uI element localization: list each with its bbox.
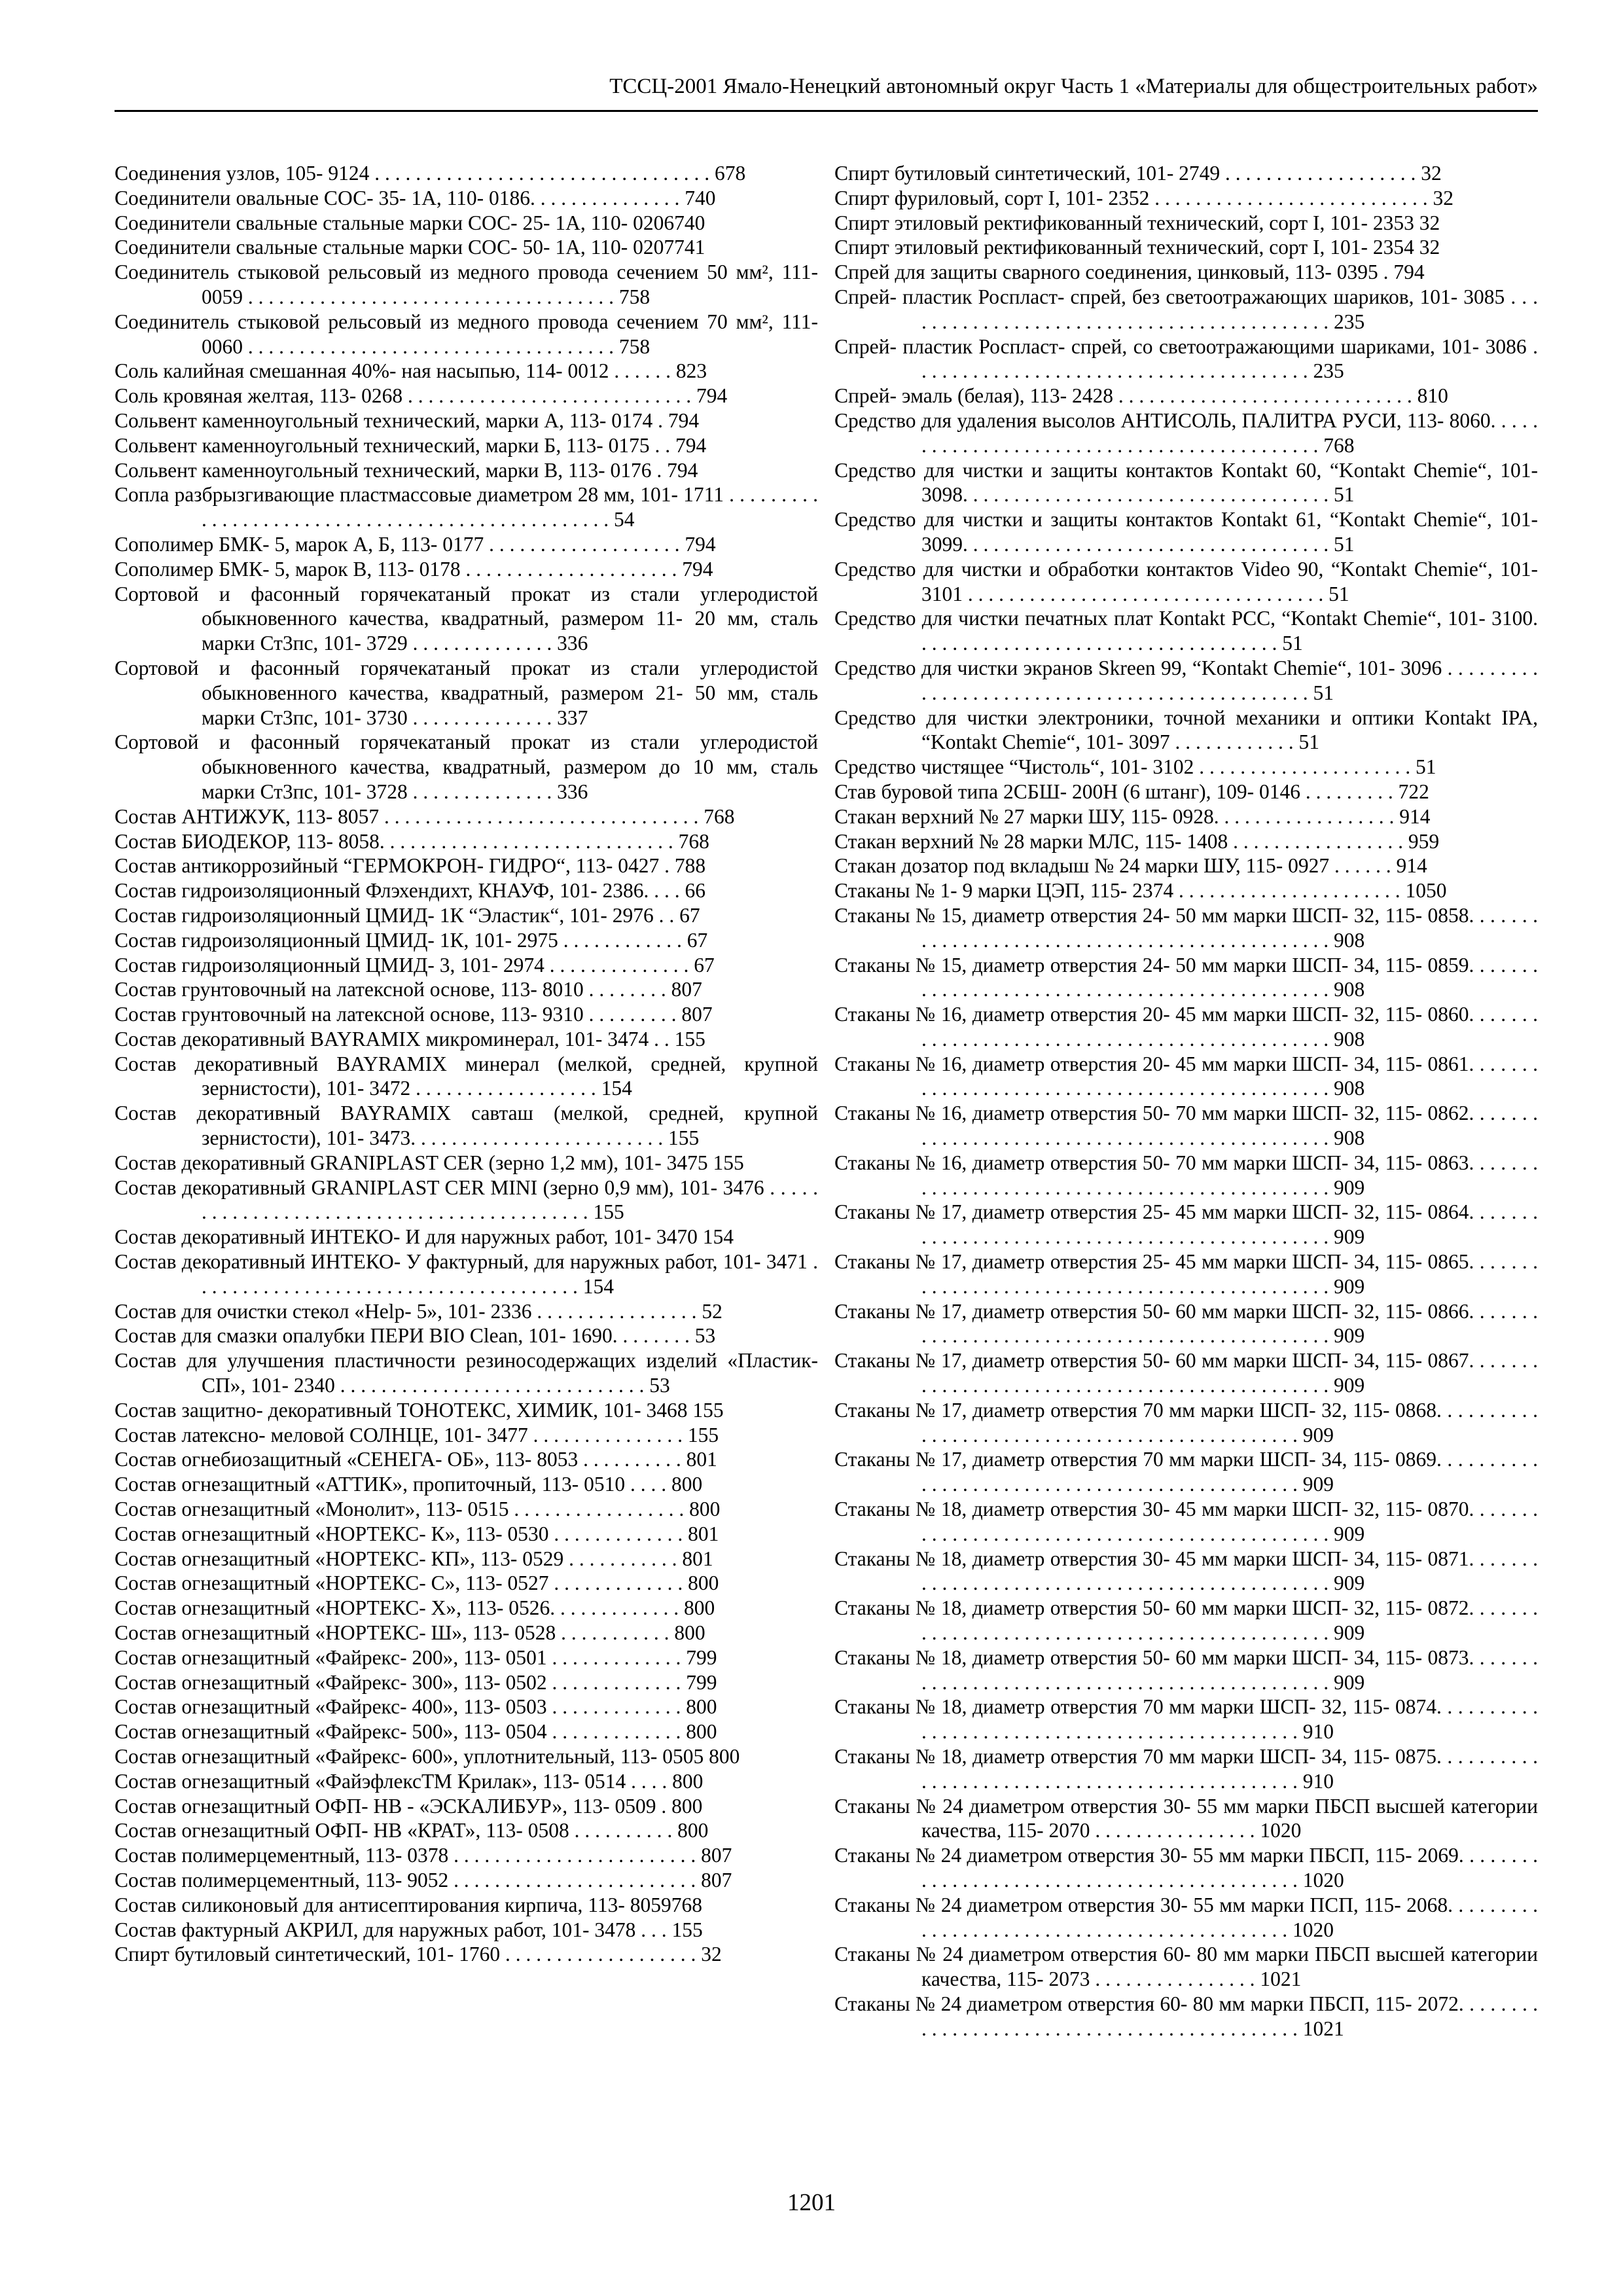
page-number: 1201 <box>787 2189 836 2216</box>
index-entry: Стаканы № 24 диаметром отверстия 30- 55 мм марки ПБСП высшей категории качества, 115- 2070 . . . . . . . . . . . . . . . . 1020 <box>834 1794 1538 1842</box>
index-entry: Соль калийная смешанная 40%- ная насыпью, 114- 0012 . . . . . . 823 <box>115 359 707 383</box>
index-entry: Сортовой и фасонный горячекатаный прокат из стали углеродистой обыкновенного качества, квадратный, размером до 10 мм, сталь марки Ст3пс, 101- 3728 . . . . . . . . . . . . . . 336 <box>115 730 818 803</box>
index-entry: Состав декоративный BAYRAMIX микроминерал, 101- 3474 . . 155 <box>115 1027 705 1050</box>
running-header: ТССЦ-2001 Ямало-Ненецкий автономный округ Часть 1 «Материалы для общестроительных работ» <box>115 73 1538 112</box>
index-entry: Стаканы № 17, диаметр отверстия 70 мм марки ШСП- 32, 115- 0868. . . . . . . . . . . . . . . . . . . . . . . . . . . . . . . . . . . . . . . . . . . . . . . 909 <box>834 1398 1538 1446</box>
index-entry: Спрей для защиты сварного соединения, цинковый, 113- 0395 . 794 <box>834 260 1425 284</box>
index-entry: Стаканы № 24 диаметром отверстия 60- 80 мм марки ПБСП, 115- 2072. . . . . . . . . . . . . . . . . . . . . . . . . . . . . . . . . . . . . . . . . . . . . 1021 <box>834 1992 1538 2040</box>
index-entry: Состав латексно- меловой СОЛНЦЕ, 101- 3477 . . . . . . . . . . . . . . . 155 <box>115 1423 719 1446</box>
index-entry: Состав БИОДЕКОР, 113- 8058. . . . . . . . . . . . . . . . . . . . . . . . . . . . . 768 <box>115 829 709 853</box>
index-entry: Спирт этиловый ректификованный технический, сорт I, 101- 2354 32 <box>834 236 1440 259</box>
index-entry: Состав огнезащитный «НОРТЕКС- Ш», 113- 0528 . . . . . . . . . . . 800 <box>115 1621 705 1645</box>
index-entry: Состав гидроизоляционный ЦМИД- 3, 101- 2974 . . . . . . . . . . . . . . 67 <box>115 953 715 977</box>
index-entry: Состав АНТИЖУК, 113- 8057 . . . . . . . . . . . . . . . . . . . . . . . . . . . . . . . 768 <box>115 804 735 828</box>
index-entry: Сольвент каменноугольный технический, марки Б, 113- 0175 . . 794 <box>115 433 707 457</box>
index-entry: Стаканы № 15, диаметр отверстия 24- 50 мм марки ШСП- 34, 115- 0859. . . . . . . . . . . . . . . . . . . . . . . . . . . . . . . . . . . . . . . . . . . . . . . 908 <box>834 953 1538 1001</box>
index-entry: Соединители свальные стальные марки СОС- 50- 1А, 110- 0207741 <box>115 236 705 259</box>
index-entry: Состав огнезащитный «Файрекс- 500», 113- 0504 . . . . . . . . . . . . . 800 <box>115 1720 717 1744</box>
index-entry: Спрей- пластик Роспласт- спрей, без светоотражающих шариков, 101- 3085 . . . . . . . . . . . . . . . . . . . . . . . . . . . . . . . . . . . . . . . . . . . 235 <box>834 285 1538 333</box>
index-entry: Стаканы № 18, диаметр отверстия 70 мм марки ШСП- 34, 115- 0875. . . . . . . . . . . . . . . . . . . . . . . . . . . . . . . . . . . . . . . . . . . . . . . 910 <box>834 1745 1538 1793</box>
index-entry: Стаканы № 18, диаметр отверстия 30- 45 мм марки ШСП- 32, 115- 0870. . . . . . . . . . . . . . . . . . . . . . . . . . . . . . . . . . . . . . . . . . . . . . . 909 <box>834 1498 1538 1545</box>
index-entry: Состав огнезащитный «Файрекс- 300», 113- 0502 . . . . . . . . . . . . . 799 <box>115 1670 717 1694</box>
index-entry: Стаканы № 17, диаметр отверстия 25- 45 мм марки ШСП- 34, 115- 0865. . . . . . . . . . . . . . . . . . . . . . . . . . . . . . . . . . . . . . . . . . . . . . . 909 <box>834 1250 1538 1298</box>
index-entry: Состав грунтовочный на латексной основе, 113- 8010 . . . . . . . . 807 <box>115 978 702 1001</box>
index-entry: Соединители свальные стальные марки СОС- 25- 1А, 110- 0206740 <box>115 211 705 234</box>
index-entry: Состав для очистки стекол «Help- 5», 101- 2336 . . . . . . . . . . . . . . . . 52 <box>115 1299 722 1323</box>
index-entry: Стаканы № 18, диаметр отверстия 70 мм марки ШСП- 32, 115- 0874. . . . . . . . . . . . . . . . . . . . . . . . . . . . . . . . . . . . . . . . . . . . . . . 910 <box>834 1695 1538 1744</box>
index-entry: Стакан верхний № 28 марки МЛС, 115- 1408 . . . . . . . . . . . . . . . . . 959 <box>834 829 1440 853</box>
index-entry: Спрей- эмаль (белая), 113- 2428 . . . . . . . . . . . . . . . . . . . . . . . . . . . . . 810 <box>834 384 1448 408</box>
index-entry: Состав огнезащитный ОФП- НВ «КРАТ», 113- 0508 . . . . . . . . . . 800 <box>115 1819 709 1842</box>
index-entry: Став буровой типа 2СБШ- 200Н (6 штанг), 109- 0146 . . . . . . . . . 722 <box>834 780 1429 803</box>
index-entry: Состав декоративный BAYRAMIX минерал (мелкой, средней, крупной зернистости), 101- 3472 . . . . . . . . . . . . . . . . . . 154 <box>115 1052 818 1100</box>
index-entry: Стаканы № 17, диаметр отверстия 50- 60 мм марки ШСП- 34, 115- 0867. . . . . . . . . . . . . . . . . . . . . . . . . . . . . . . . . . . . . . . . . . . . . . . 909 <box>834 1349 1538 1397</box>
index-entry: Сортовой и фасонный горячекатаный прокат из стали углеродистой обыкновенного качества, квадратный, размером 21- 50 мм, сталь марки Ст3пс, 101- 3730 . . . . . . . . . . . . . . 337 <box>115 656 818 729</box>
index-entry: Состав силиконовый для антисептирования кирпича, 113- 8059768 <box>115 1893 702 1916</box>
index-entry: Средство для чистки и защиты контактов Kontakt 61, “Kontakt Chemie“, 101- 3099. . . . . . . . . . . . . . . . . . . . . . . . . . . . . . . . . . . . 51 <box>834 508 1538 556</box>
index-entry: Состав огнебиозащитный «СЕНЕГА- ОБ», 113- 8053 . . . . . . . . . . 801 <box>115 1448 717 1471</box>
index-entry: Стаканы № 24 диаметром отверстия 30- 55 мм марки ПСП, 115- 2068. . . . . . . . . . . . . . . . . . . . . . . . . . . . . . . . . . . . . . . . . . . . . 1020 <box>834 1893 1538 1941</box>
index-entry: Спирт бутиловый синтетический, 101- 2749 . . . . . . . . . . . . . . . . . . . 32 <box>834 162 1442 185</box>
index-entry: Стакан верхний № 27 марки ШУ, 115- 0928. . . . . . . . . . . . . . . . . . 914 <box>834 804 1431 828</box>
index-entry: Состав огнезащитный «НОРТЕКС- С», 113- 0527 . . . . . . . . . . . . . 800 <box>115 1571 719 1595</box>
index-entry: Стакан дозатор под вкладыш № 24 марки ШУ, 115- 0927 . . . . . . 914 <box>834 854 1427 878</box>
index-entry: Состав для смазки опалубки ПЕРИ BIO Clean, 101- 1690. . . . . . . . 53 <box>115 1324 716 1348</box>
index-entry: Состав для улучшения пластичности резиносодержащих изделий «Пластик- СП», 101- 2340 . . . . . . . . . . . . . . . . . . . . . . . . . . . . . . 53 <box>115 1349 818 1397</box>
index-entry: Состав гидроизоляционный ЦМИД- 1К, 101- 2975 . . . . . . . . . . . . 67 <box>115 928 708 952</box>
index-entry: Соединения узлов, 105- 9124 . . . . . . . . . . . . . . . . . . . . . . . . . . . . . . . . . 678 <box>115 162 746 185</box>
index-column-left <box>115 161 818 1967</box>
index-entry: Соединители овальные СОС- 35- 1А, 110- 0186. . . . . . . . . . . . . . . 740 <box>115 186 716 209</box>
index-entry: Стаканы № 17, диаметр отверстия 70 мм марки ШСП- 34, 115- 0869. . . . . . . . . . . . . . . . . . . . . . . . . . . . . . . . . . . . . . . . . . . . . . . 909 <box>834 1448 1538 1496</box>
index-entry: Стаканы № 16, диаметр отверстия 20- 45 мм марки ШСП- 32, 115- 0860. . . . . . . . . . . . . . . . . . . . . . . . . . . . . . . . . . . . . . . . . . . . . . . 908 <box>834 1003 1538 1050</box>
index-entry: Сополимер БМК- 5, марок А, Б, 113- 0177 . . . . . . . . . . . . . . . . . . . 794 <box>115 532 716 556</box>
index-entry: Состав декоративный ИНТЕКО- И для наружных работ, 101- 3470 154 <box>115 1225 734 1249</box>
index-entry: Состав антикоррозийный “ГЕРМОКРОН- ГИДРО“, 113- 0427 . 788 <box>115 854 706 878</box>
index-entry: Спрей- пластик Роспласт- спрей, со светоотражающими шариками, 101- 3086 . . . . . . . . . . . . . . . . . . . . . . . . . . . . . . . . . . . . . . . 235 <box>834 334 1538 383</box>
index-entry: Средство для чистки и защиты контактов Kontakt 60, “Kontakt Chemie“, 101- 3098. . . . . . . . . . . . . . . . . . . . . . . . . . . . . . . . . . . . 51 <box>834 458 1538 507</box>
index-entry: Состав огнезащитный «НОРТЕКС- Х», 113- 0526. . . . . . . . . . . . . 800 <box>115 1596 715 1620</box>
index-entry: Соединитель стыковой рельсовый из медного провода сечением 70 мм², 111- 0060 . . . . . . . . . . . . . . . . . . . . . . . . . . . . . . . . . . . . 758 <box>115 310 818 358</box>
index-entry: Средство для чистки печатных плат Kontakt PCC, “Kontakt Chemie“, 101- 3100. . . . . . . . . . . . . . . . . . . . . . . . . . . . . . . . . . . . 51 <box>834 607 1538 655</box>
index-entry: Состав полимерцементный, 113- 0378 . . . . . . . . . . . . . . . . . . . . . . . . 807 <box>115 1844 732 1867</box>
index-entry: Стаканы № 15, диаметр отверстия 24- 50 мм марки ШСП- 32, 115- 0858. . . . . . . . . . . . . . . . . . . . . . . . . . . . . . . . . . . . . . . . . . . . . . . 908 <box>834 903 1538 952</box>
index-entry: Состав огнезащитный «Файрекс- 600», уплотнительный, 113- 0505 800 <box>115 1745 740 1768</box>
index-entry: Спирт бутиловый синтетический, 101- 1760 . . . . . . . . . . . . . . . . . . . 32 <box>115 1943 722 1966</box>
index-entry: Стаканы № 16, диаметр отверстия 20- 45 мм марки ШСП- 34, 115- 0861. . . . . . . . . . . . . . . . . . . . . . . . . . . . . . . . . . . . . . . . . . . . . . . 908 <box>834 1052 1538 1100</box>
index-entry: Состав огнезащитный «Файрекс- 400», 113- 0503 . . . . . . . . . . . . . 800 <box>115 1695 717 1719</box>
index-entry: Стаканы № 24 диаметром отверстия 60- 80 мм марки ПБСП высшей категории качества, 115- 2073 . . . . . . . . . . . . . . . . 1021 <box>834 1943 1538 1991</box>
index-entry: Спирт фуриловый, сорт I, 101- 2352 . . . . . . . . . . . . . . . . . . . . . . . . . . . 32 <box>834 186 1454 209</box>
index-entry: Средство чистящее “Чистоль“, 101- 3102 . . . . . . . . . . . . . . . . . . . . . 51 <box>834 755 1436 779</box>
index-entry: Соединитель стыковой рельсовый из медного провода сечением 50 мм², 111- 0059 . . . . . . . . . . . . . . . . . . . . . . . . . . . . . . . . . . . . 758 <box>115 260 818 308</box>
index-entry: Сольвент каменноугольный технический, марки В, 113- 0176 . 794 <box>115 458 698 482</box>
index-entry: Состав гидроизоляционный Флэхендихт, КНАУФ, 101- 2386. . . . 66 <box>115 879 706 903</box>
index-entry: Состав огнезащитный «НОРТЕКС- КП», 113- 0529 . . . . . . . . . . . 801 <box>115 1547 713 1570</box>
index-entry: Состав декоративный BAYRAMIX савташ (мелкой, средней, крупной зернистости), 101- 3473. . . . . . . . . . . . . . . . . . . . . . . . . 155 <box>115 1102 818 1150</box>
index-entry: Состав грунтовочный на латексной основе, 113- 9310 . . . . . . . . . 807 <box>115 1003 713 1026</box>
index-entry: Состав декоративный GRANIPLAST CER (зерно 1,2 мм), 101- 3475 155 <box>115 1151 744 1174</box>
index-entry: Состав полимерцементный, 113- 9052 . . . . . . . . . . . . . . . . . . . . . . . . 807 <box>115 1868 732 1892</box>
index-entry: Сольвент каменноугольный технический, марки А, 113- 0174 . 794 <box>115 408 700 432</box>
index-column-right <box>834 161 1538 2041</box>
index-entry: Стаканы № 18, диаметр отверстия 50- 60 мм марки ШСП- 34, 115- 0873. . . . . . . . . . . . . . . . . . . . . . . . . . . . . . . . . . . . . . . . . . . . . . . 909 <box>834 1645 1538 1694</box>
index-entry: Стаканы № 1- 9 марки ЦЭП, 115- 2374 . . . . . . . . . . . . . . . . . . . . . . 1050 <box>834 879 1447 903</box>
index-entry: Соль кровяная желтая, 113- 0268 . . . . . . . . . . . . . . . . . . . . . . . . . . . . 794 <box>115 384 728 408</box>
index-entry: Средство для чистки экранов Skreen 99, “Kontakt Chemie“, 101- 3096 . . . . . . . . . . . . . . . . . . . . . . . . . . . . . . . . . . . . . . . . . . . . . . . 51 <box>834 656 1538 704</box>
index-entry: Состав огнезащитный «НОРТЕКС- К», 113- 0530 . . . . . . . . . . . . . 801 <box>115 1522 719 1545</box>
index-entry: Состав декоративный ИНТЕКО- У фактурный, для наружных работ, 101- 3471 . . . . . . . . . . . . . . . . . . . . . . . . . . . . . . . . . . . . . . 154 <box>115 1250 818 1298</box>
index-entry: Стаканы № 16, диаметр отверстия 50- 70 мм марки ШСП- 32, 115- 0862. . . . . . . . . . . . . . . . . . . . . . . . . . . . . . . . . . . . . . . . . . . . . . . 908 <box>834 1102 1538 1150</box>
index-entry: Состав фактурный АКРИЛ, для наружных работ, 101- 3478 . . . 155 <box>115 1918 703 1941</box>
index-entry: Сопла разбрызгивающие пластмассовые диаметром 28 мм, 101- 1711 . . . . . . . . . . . . . . . . . . . . . . . . . . . . . . . . . . . . . . . . . . . . . . . . . 54 <box>115 483 818 531</box>
index-entry: Состав огнезащитный «АТТИК», пропиточный, 113- 0510 . . . . 800 <box>115 1473 703 1496</box>
index-entry: Стаканы № 24 диаметром отверстия 30- 55 мм марки ПБСП, 115- 2069. . . . . . . . . . . . . . . . . . . . . . . . . . . . . . . . . . . . . . . . . . . . . 1020 <box>834 1844 1538 1892</box>
index-entry: Сортовой и фасонный горячекатаный прокат из стали углеродистой обыкновенного качества, квадратный, размером 11- 20 мм, сталь марки Ст3пс, 101- 3729 . . . . . . . . . . . . . . 336 <box>115 582 818 655</box>
index-entry: Состав огнезащитный «Монолит», 113- 0515 . . . . . . . . . . . . . . . . . 800 <box>115 1498 721 1521</box>
index-entry: Состав гидроизоляционный ЦМИД- 1К “Эластик“, 101- 2976 . . 67 <box>115 903 700 927</box>
index-entry: Состав защитно- декоративный ТОНОТЕКС, ХИМИК, 101- 3468 155 <box>115 1398 724 1422</box>
index-entry: Стаканы № 18, диаметр отверстия 50- 60 мм марки ШСП- 32, 115- 0872. . . . . . . . . . . . . . . . . . . . . . . . . . . . . . . . . . . . . . . . . . . . . . . 909 <box>834 1596 1538 1645</box>
index-entry: Состав огнезащитный ОФП- НВ - «ЭСКАЛИБУР», 113- 0509 . 800 <box>115 1794 703 1818</box>
index-entry: Средство для удаления высолов АНТИСОЛЬ, ПАЛИТРА РУСИ, 113- 8060. . . . . . . . . . . . . . . . . . . . . . . . . . . . . . . . . . . . . . . . . . . . 768 <box>834 408 1538 457</box>
index-entry: Стаканы № 17, диаметр отверстия 25- 45 мм марки ШСП- 32, 115- 0864. . . . . . . . . . . . . . . . . . . . . . . . . . . . . . . . . . . . . . . . . . . . . . . 909 <box>834 1200 1538 1249</box>
index-entry: Средство для чистки и обработки контактов Video 90, “Kontakt Chemie“, 101- 3101 . . . . . . . . . . . . . . . . . . . . . . . . . . . . . . . . . . . 51 <box>834 557 1538 605</box>
index-entry: Стаканы № 18, диаметр отверстия 30- 45 мм марки ШСП- 34, 115- 0871. . . . . . . . . . . . . . . . . . . . . . . . . . . . . . . . . . . . . . . . . . . . . . . 909 <box>834 1547 1538 1595</box>
index-entry: Стаканы № 17, диаметр отверстия 50- 60 мм марки ШСП- 32, 115- 0866. . . . . . . . . . . . . . . . . . . . . . . . . . . . . . . . . . . . . . . . . . . . . . . 909 <box>834 1299 1538 1348</box>
index-entry: Состав огнезащитный «ФайэфлексТМ Крилак», 113- 0514 . . . . 800 <box>115 1769 704 1793</box>
index-entry: Спирт этиловый ректификованный технический, сорт I, 101- 2353 32 <box>834 211 1440 234</box>
index-entry: Средство для чистки электроники, точной механики и оптики Kontakt IPA, “Kontakt Chemie“, 101- 3097 . . . . . . . . . . . . 51 <box>834 706 1538 754</box>
index-entry: Состав декоративный GRANIPLAST CER MINI (зерно 0,9 мм), 101- 3476 . . . . . . . . . . . . . . . . . . . . . . . . . . . . . . . . . . . . . . . . . . . 155 <box>115 1175 818 1224</box>
index-entry: Состав огнезащитный «Файрекс- 200», 113- 0501 . . . . . . . . . . . . . 799 <box>115 1645 717 1669</box>
index-entry: Стаканы № 16, диаметр отверстия 50- 70 мм марки ШСП- 34, 115- 0863. . . . . . . . . . . . . . . . . . . . . . . . . . . . . . . . . . . . . . . . . . . . . . . 909 <box>834 1151 1538 1199</box>
index-entry: Сополимер БМК- 5, марок В, 113- 0178 . . . . . . . . . . . . . . . . . . . . . 794 <box>115 557 713 581</box>
